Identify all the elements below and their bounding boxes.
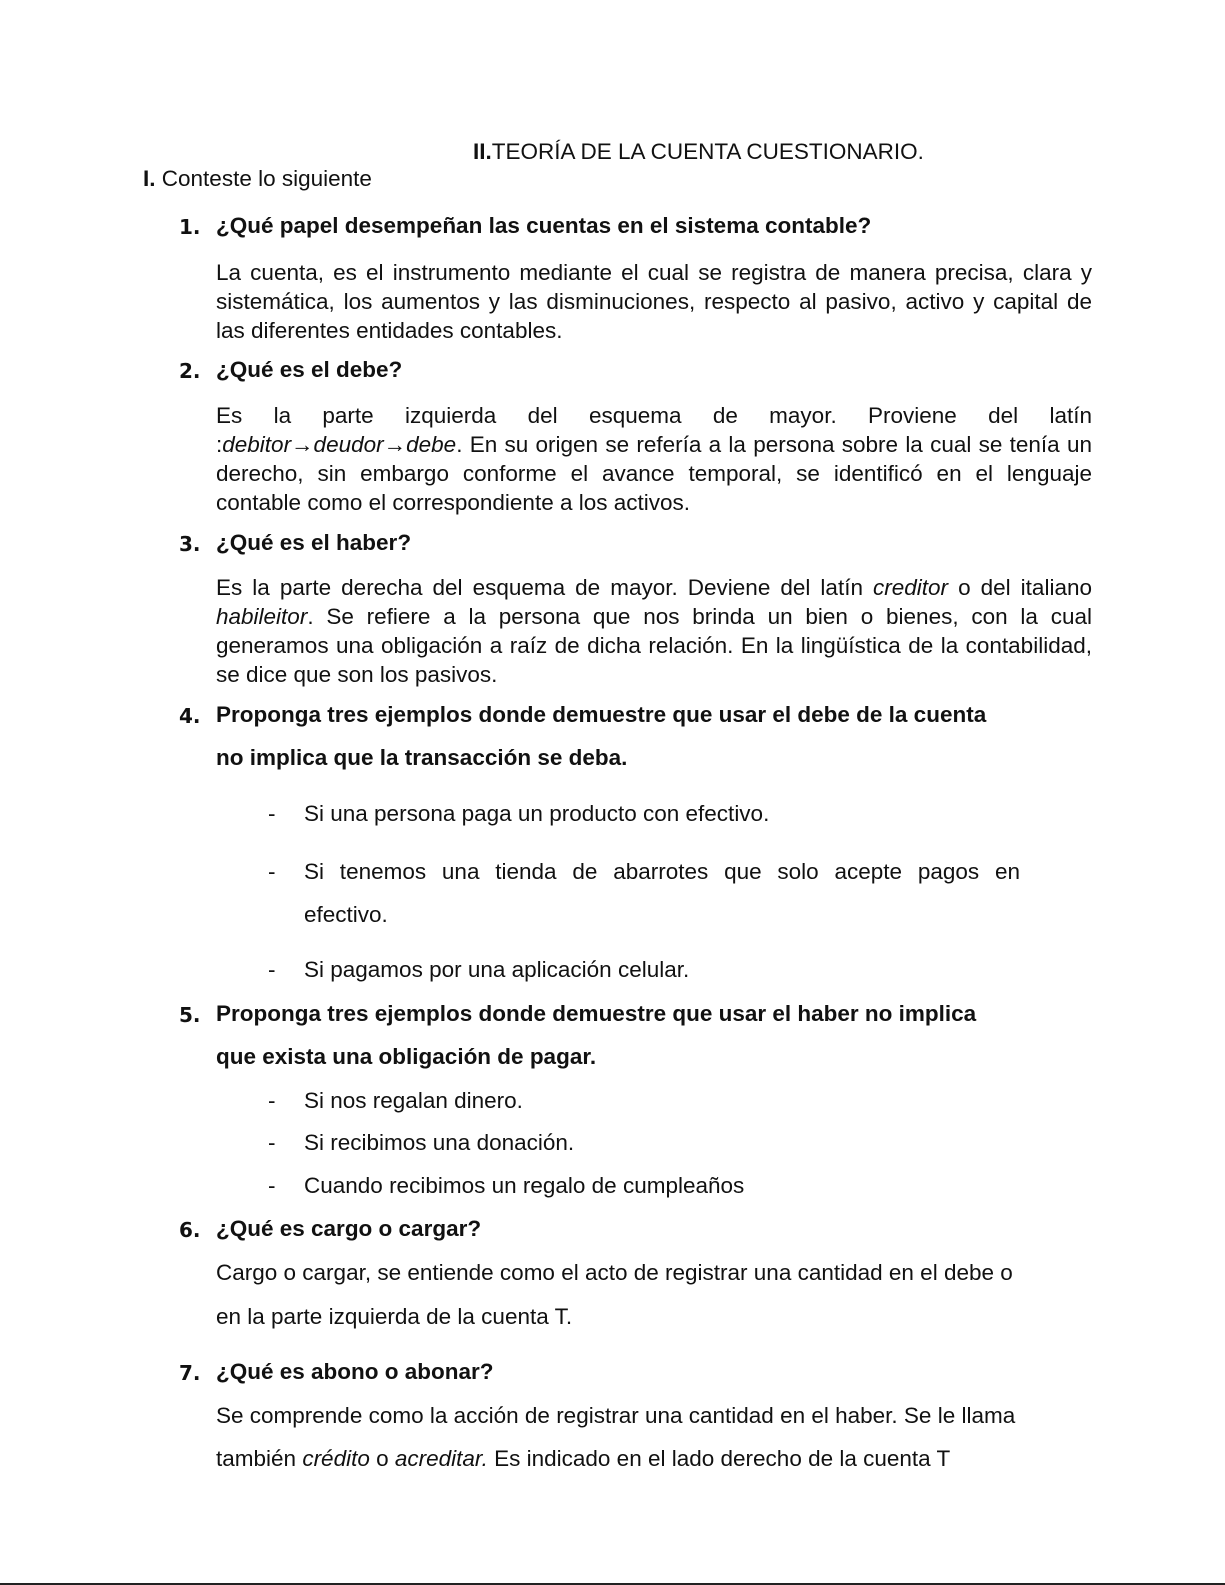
question-1: ¿Qué papel desempeñan las cuentas en el sistema contable? — [216, 213, 872, 238]
bullet-dash: - — [268, 859, 276, 884]
answer-7-mid: o — [369, 1446, 395, 1471]
answer-7-line-2 — [216, 1446, 950, 1472]
question-5-line-1: Proponga tres ejemplos donde demuestre que usar el haber no implica — [216, 1001, 977, 1026]
question-number-6: 6. — [179, 1218, 201, 1242]
answer-1: La cuenta, es el instrumento mediante el cual se registra de manera precisa, clara y sistemática, los aumentos y las disminuciones, respecto al pasivo, activo y capital de las diferentes entidades contables. — [216, 260, 1092, 343]
answer-3 — [216, 573, 1092, 689]
answer-7-term-acreditar: acreditar. — [394, 1446, 488, 1471]
question-number-3: 3. — [179, 532, 201, 556]
bullet-dash: - — [268, 1130, 276, 1155]
question-number-5: 5. — [179, 1003, 201, 1027]
page-title-text: TEORÍA DE LA CUENTA CUESTIONARIO. — [491, 139, 924, 164]
question-number-1: 1. — [179, 215, 201, 239]
question-2: ¿Qué es el debe? — [216, 357, 403, 382]
page-title — [473, 139, 924, 165]
answer-7-term-credito: crédito — [302, 1446, 370, 1471]
list-item: Si pagamos por una aplicación celular. — [304, 957, 690, 982]
question-4-line-1: Proponga tres ejemplos donde demuestre que usar el debe de la cuenta — [216, 702, 987, 727]
list-item: Cuando recibimos un regalo de cumpleaños — [304, 1173, 745, 1198]
question-5-line-2: que exista una obligación de pagar. — [216, 1044, 597, 1069]
answer-2-etymology: debitor→deudor→debe — [222, 432, 457, 457]
bullet-dash: - — [268, 1088, 276, 1113]
list-item: Si una persona paga un producto con efectivo. — [304, 801, 770, 826]
answer-7-rest: Es indicado en el lado derecho de la cuenta T — [487, 1446, 951, 1471]
answer-3-mid: o del italiano — [948, 575, 1092, 600]
page-title-prefix: II. — [473, 139, 492, 164]
question-4-line-2: no implica que la transacción se deba. — [216, 745, 628, 770]
answer-3-term-creditor: creditor — [873, 575, 949, 600]
answer-2 — [216, 401, 1092, 517]
answer-7-lead: también — [216, 1446, 303, 1471]
answer-6-line-2: en la parte izquierda de la cuenta T. — [216, 1304, 573, 1329]
question-3: ¿Qué es el haber? — [216, 530, 412, 555]
list-item-continuation: efectivo. — [304, 902, 388, 927]
question-number-2: 2. — [179, 359, 201, 383]
bullet-dash: - — [268, 957, 276, 982]
answer-3-rest: . Se refiere a la persona que nos brinda un bien o bienes, con la cual generamos una obligación a raíz de dicha relación. En la lingüística de la contabilidad, se dice que son los pasivos. — [216, 604, 1092, 687]
answer-3-lead: Es la parte derecha del esquema de mayor. Deviene del latín — [216, 575, 873, 600]
answer-2-lead: Es la parte izquierda del esquema de mayor. Proviene del latín : — [216, 403, 1092, 457]
question-number-4: 4. — [179, 704, 201, 728]
list-item: Si tenemos una tienda de abarrotes que solo acepte pagos en — [304, 859, 1020, 884]
section-text: Conteste lo siguiente — [161, 166, 372, 191]
answer-6-line-1: Cargo o cargar, se entiende como el acto de registrar una cantidad en el debe o — [216, 1260, 1013, 1285]
section-prefix: I. — [143, 166, 156, 191]
bullet-dash: - — [268, 801, 276, 826]
question-6: ¿Qué es cargo o cargar? — [216, 1216, 482, 1241]
question-7: ¿Qué es abono o abonar? — [216, 1359, 494, 1384]
answer-2-rest: . En su origen se refería a la persona sobre la cual se tenía un derecho, sin embargo conforme el avance temporal, se identificó en el lenguaje contable como el correspondiente a los activos. — [216, 432, 1092, 515]
list-item: Si nos regalan dinero. — [304, 1088, 523, 1113]
bullet-dash: - — [268, 1173, 276, 1198]
list-item: Si recibimos una donación. — [304, 1130, 575, 1155]
answer-3-term-habileitor: habileitor — [216, 604, 308, 629]
section-heading — [143, 166, 372, 192]
answer-7-line-1: Se comprende como la acción de registrar una cantidad en el haber. Se le llama — [216, 1403, 1016, 1428]
question-number-7: 7. — [179, 1361, 201, 1385]
